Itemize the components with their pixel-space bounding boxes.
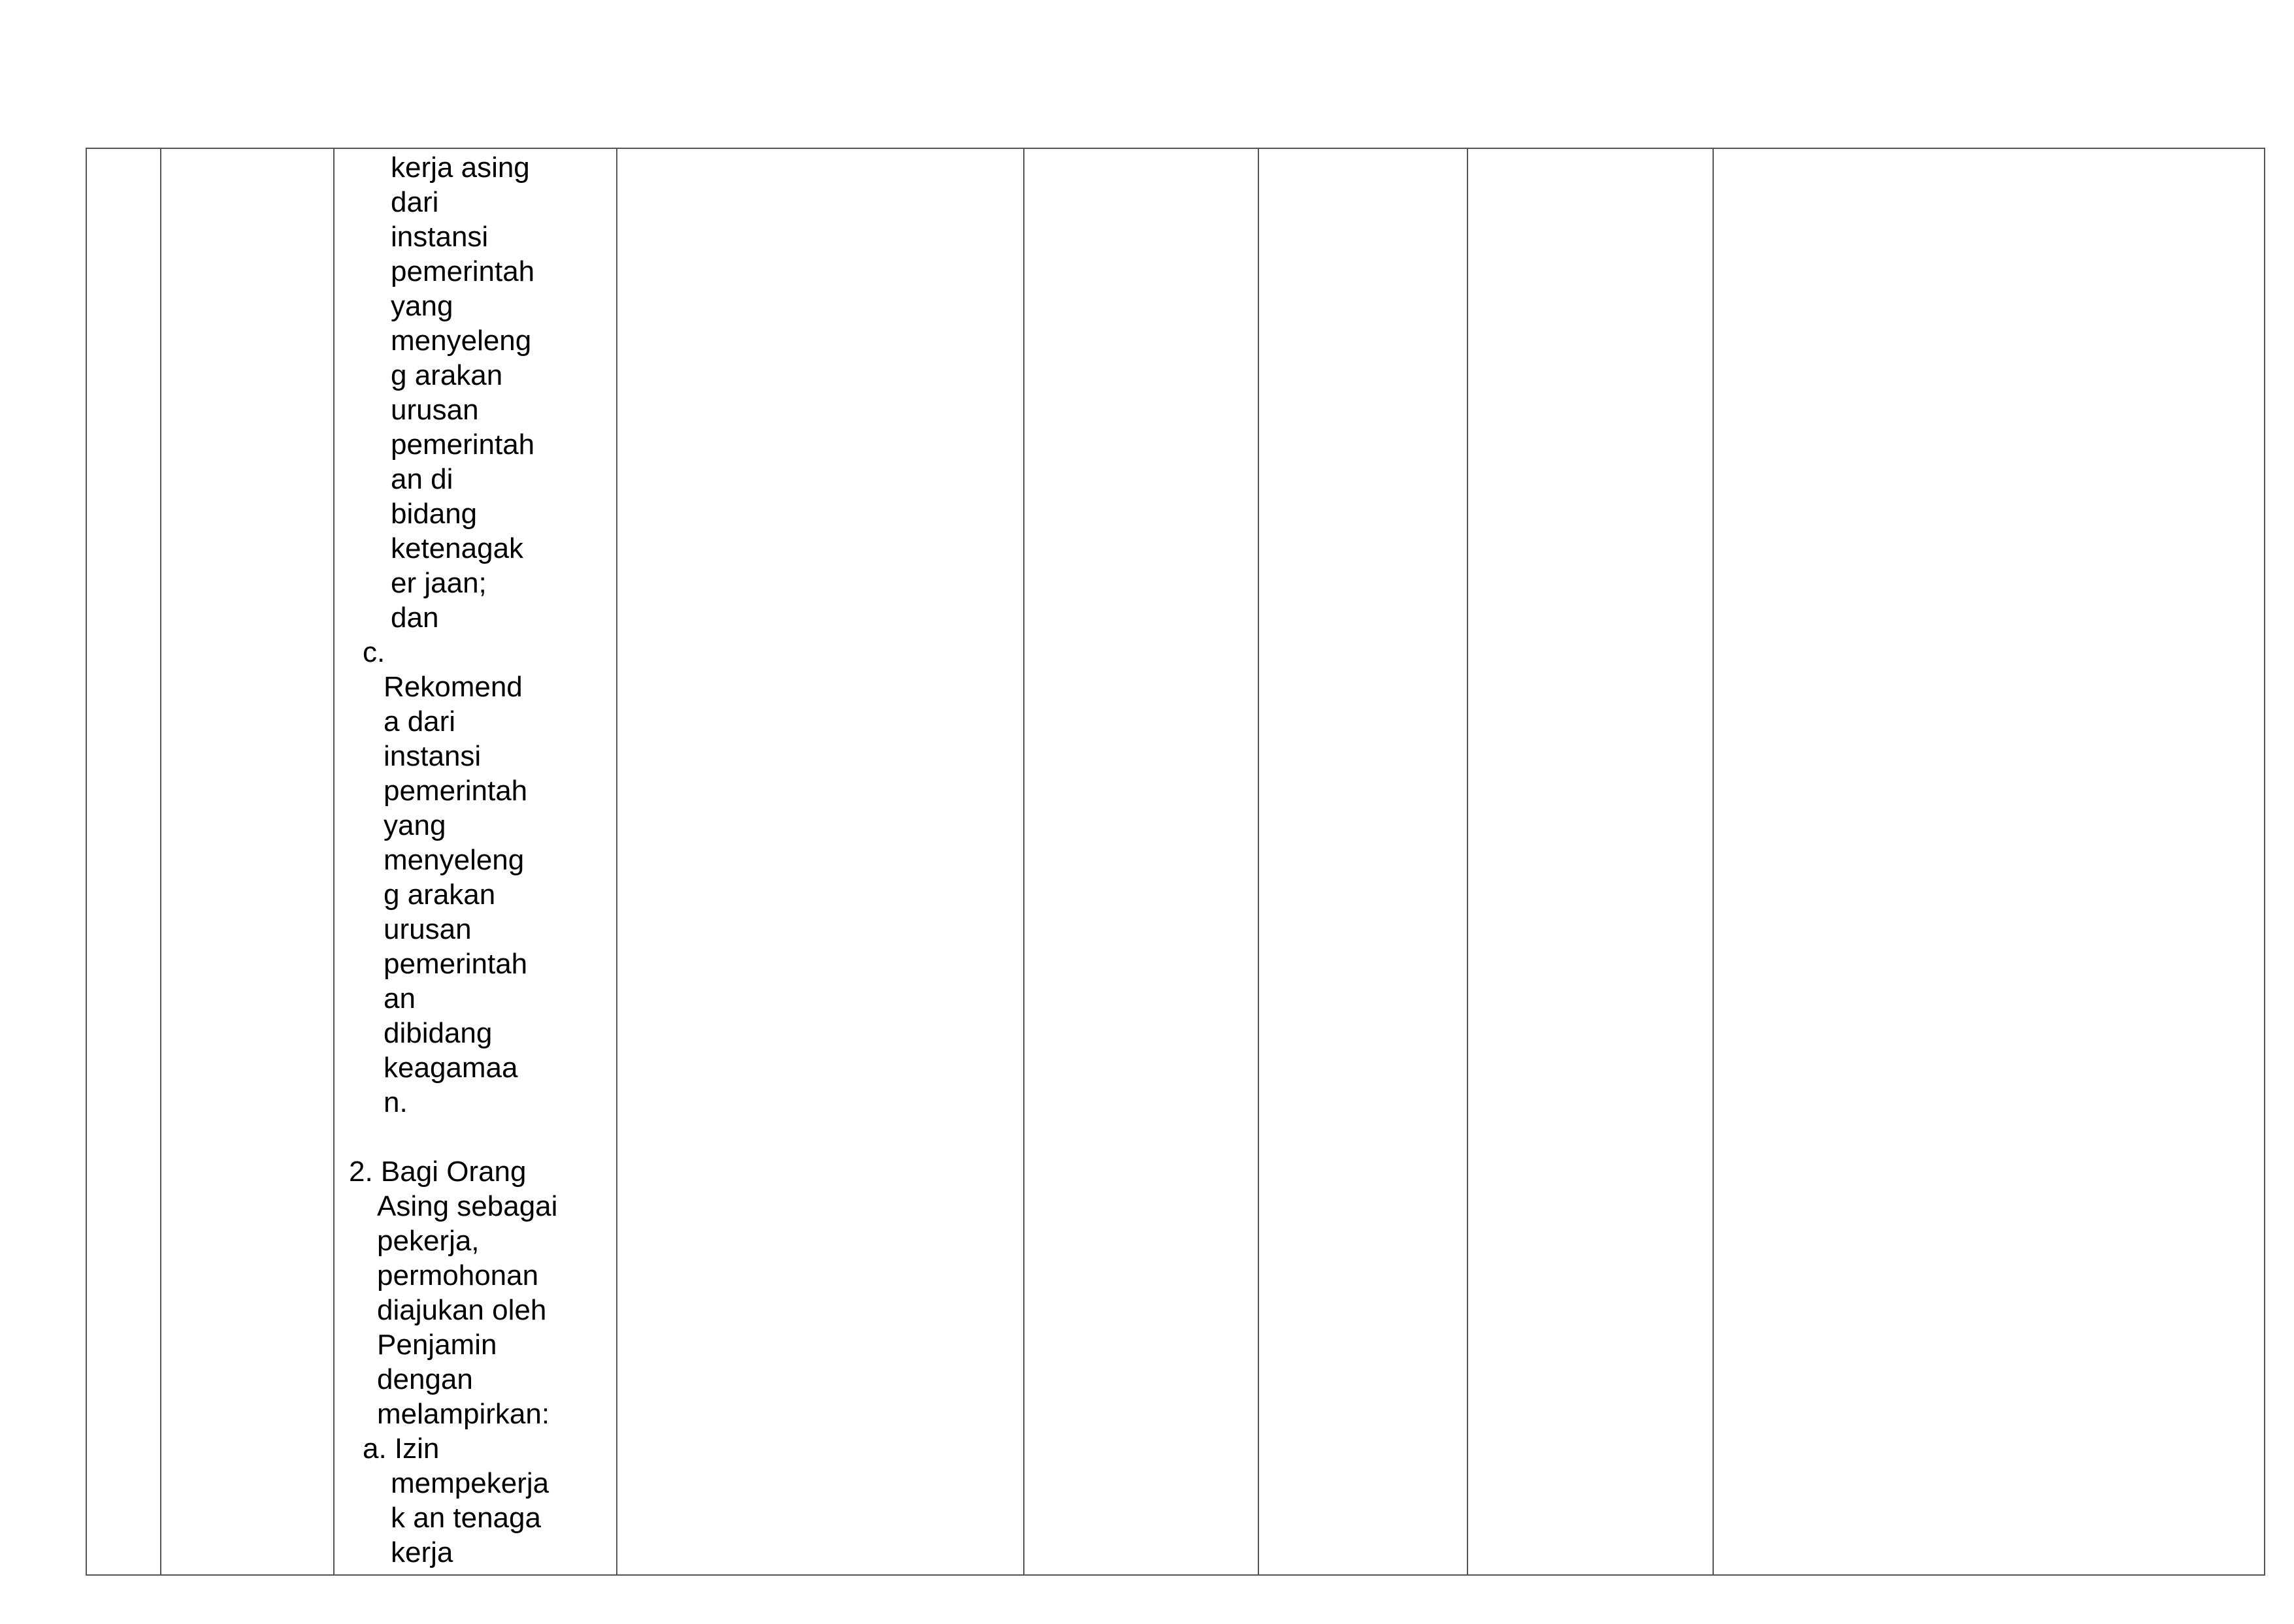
column-divider-1	[160, 149, 161, 1574]
column-divider-7	[1712, 149, 1714, 1574]
cell-text-line: n.	[384, 1086, 408, 1118]
cell-text-line: kerja asing	[391, 152, 530, 184]
cell-text-line: urusan	[391, 394, 479, 426]
cell-text-line: menyeleng	[384, 844, 525, 876]
cell-text-line: ketenagak	[391, 532, 524, 564]
cell-text-line: mempekerja	[391, 1467, 549, 1499]
cell-text-line: pemerintah	[391, 429, 535, 461]
cell-text-line: permohonan	[377, 1259, 539, 1291]
cell-text-line: urusan	[384, 913, 472, 945]
cell-text-line: menyeleng	[391, 325, 532, 357]
cell-text-line: bidang	[391, 498, 478, 530]
cell-text-line: pemerintah	[384, 948, 528, 980]
cell-text-line: diajukan oleh	[377, 1294, 547, 1326]
cell-text-line: er jaan;	[391, 567, 487, 599]
list-item-heading: a. Izin	[363, 1433, 440, 1465]
numbered-item-heading: 2. Bagi Orang	[349, 1156, 527, 1188]
cell-text-line: k an tenaga	[391, 1502, 541, 1534]
cell-text-line: Penjamin	[377, 1329, 497, 1361]
column-divider-2	[333, 149, 335, 1574]
cell-text-line: dibidang	[384, 1017, 493, 1049]
cell-text-line: dari	[391, 186, 439, 218]
cell-text-line: pekerja,	[377, 1225, 480, 1257]
cell-text-line: pemerintah	[384, 775, 528, 807]
cell-text-line: g arakan	[391, 359, 503, 391]
column-divider-4	[1023, 149, 1024, 1574]
cell-text-line: g arakan	[384, 879, 496, 911]
cell-text-line: keagamaa	[384, 1052, 518, 1084]
cell-text-line: kerja	[391, 1536, 453, 1568]
cell-text-line: dan	[391, 602, 439, 634]
column-divider-6	[1467, 149, 1468, 1574]
column-divider-3	[616, 149, 617, 1574]
cell-text-line: Rekomend	[384, 671, 523, 703]
list-marker: c.	[363, 636, 385, 668]
cell-text-line: dengan	[377, 1363, 473, 1395]
cell-text-line: melampirkan:	[377, 1398, 550, 1430]
column-divider-5	[1258, 149, 1259, 1574]
cell-text-line: instansi	[384, 740, 482, 772]
cell-text-line: yang	[384, 809, 446, 841]
cell-text-line: yang	[391, 290, 453, 322]
cell-text-line: pemerintah	[391, 255, 535, 287]
cell-text-line: Asing sebagai	[377, 1190, 558, 1222]
cell-text-line: a dari	[384, 706, 456, 738]
cell-text-line: an di	[391, 463, 453, 495]
cell-text-line: an	[384, 983, 416, 1015]
cell-text-line: instansi	[391, 221, 489, 253]
